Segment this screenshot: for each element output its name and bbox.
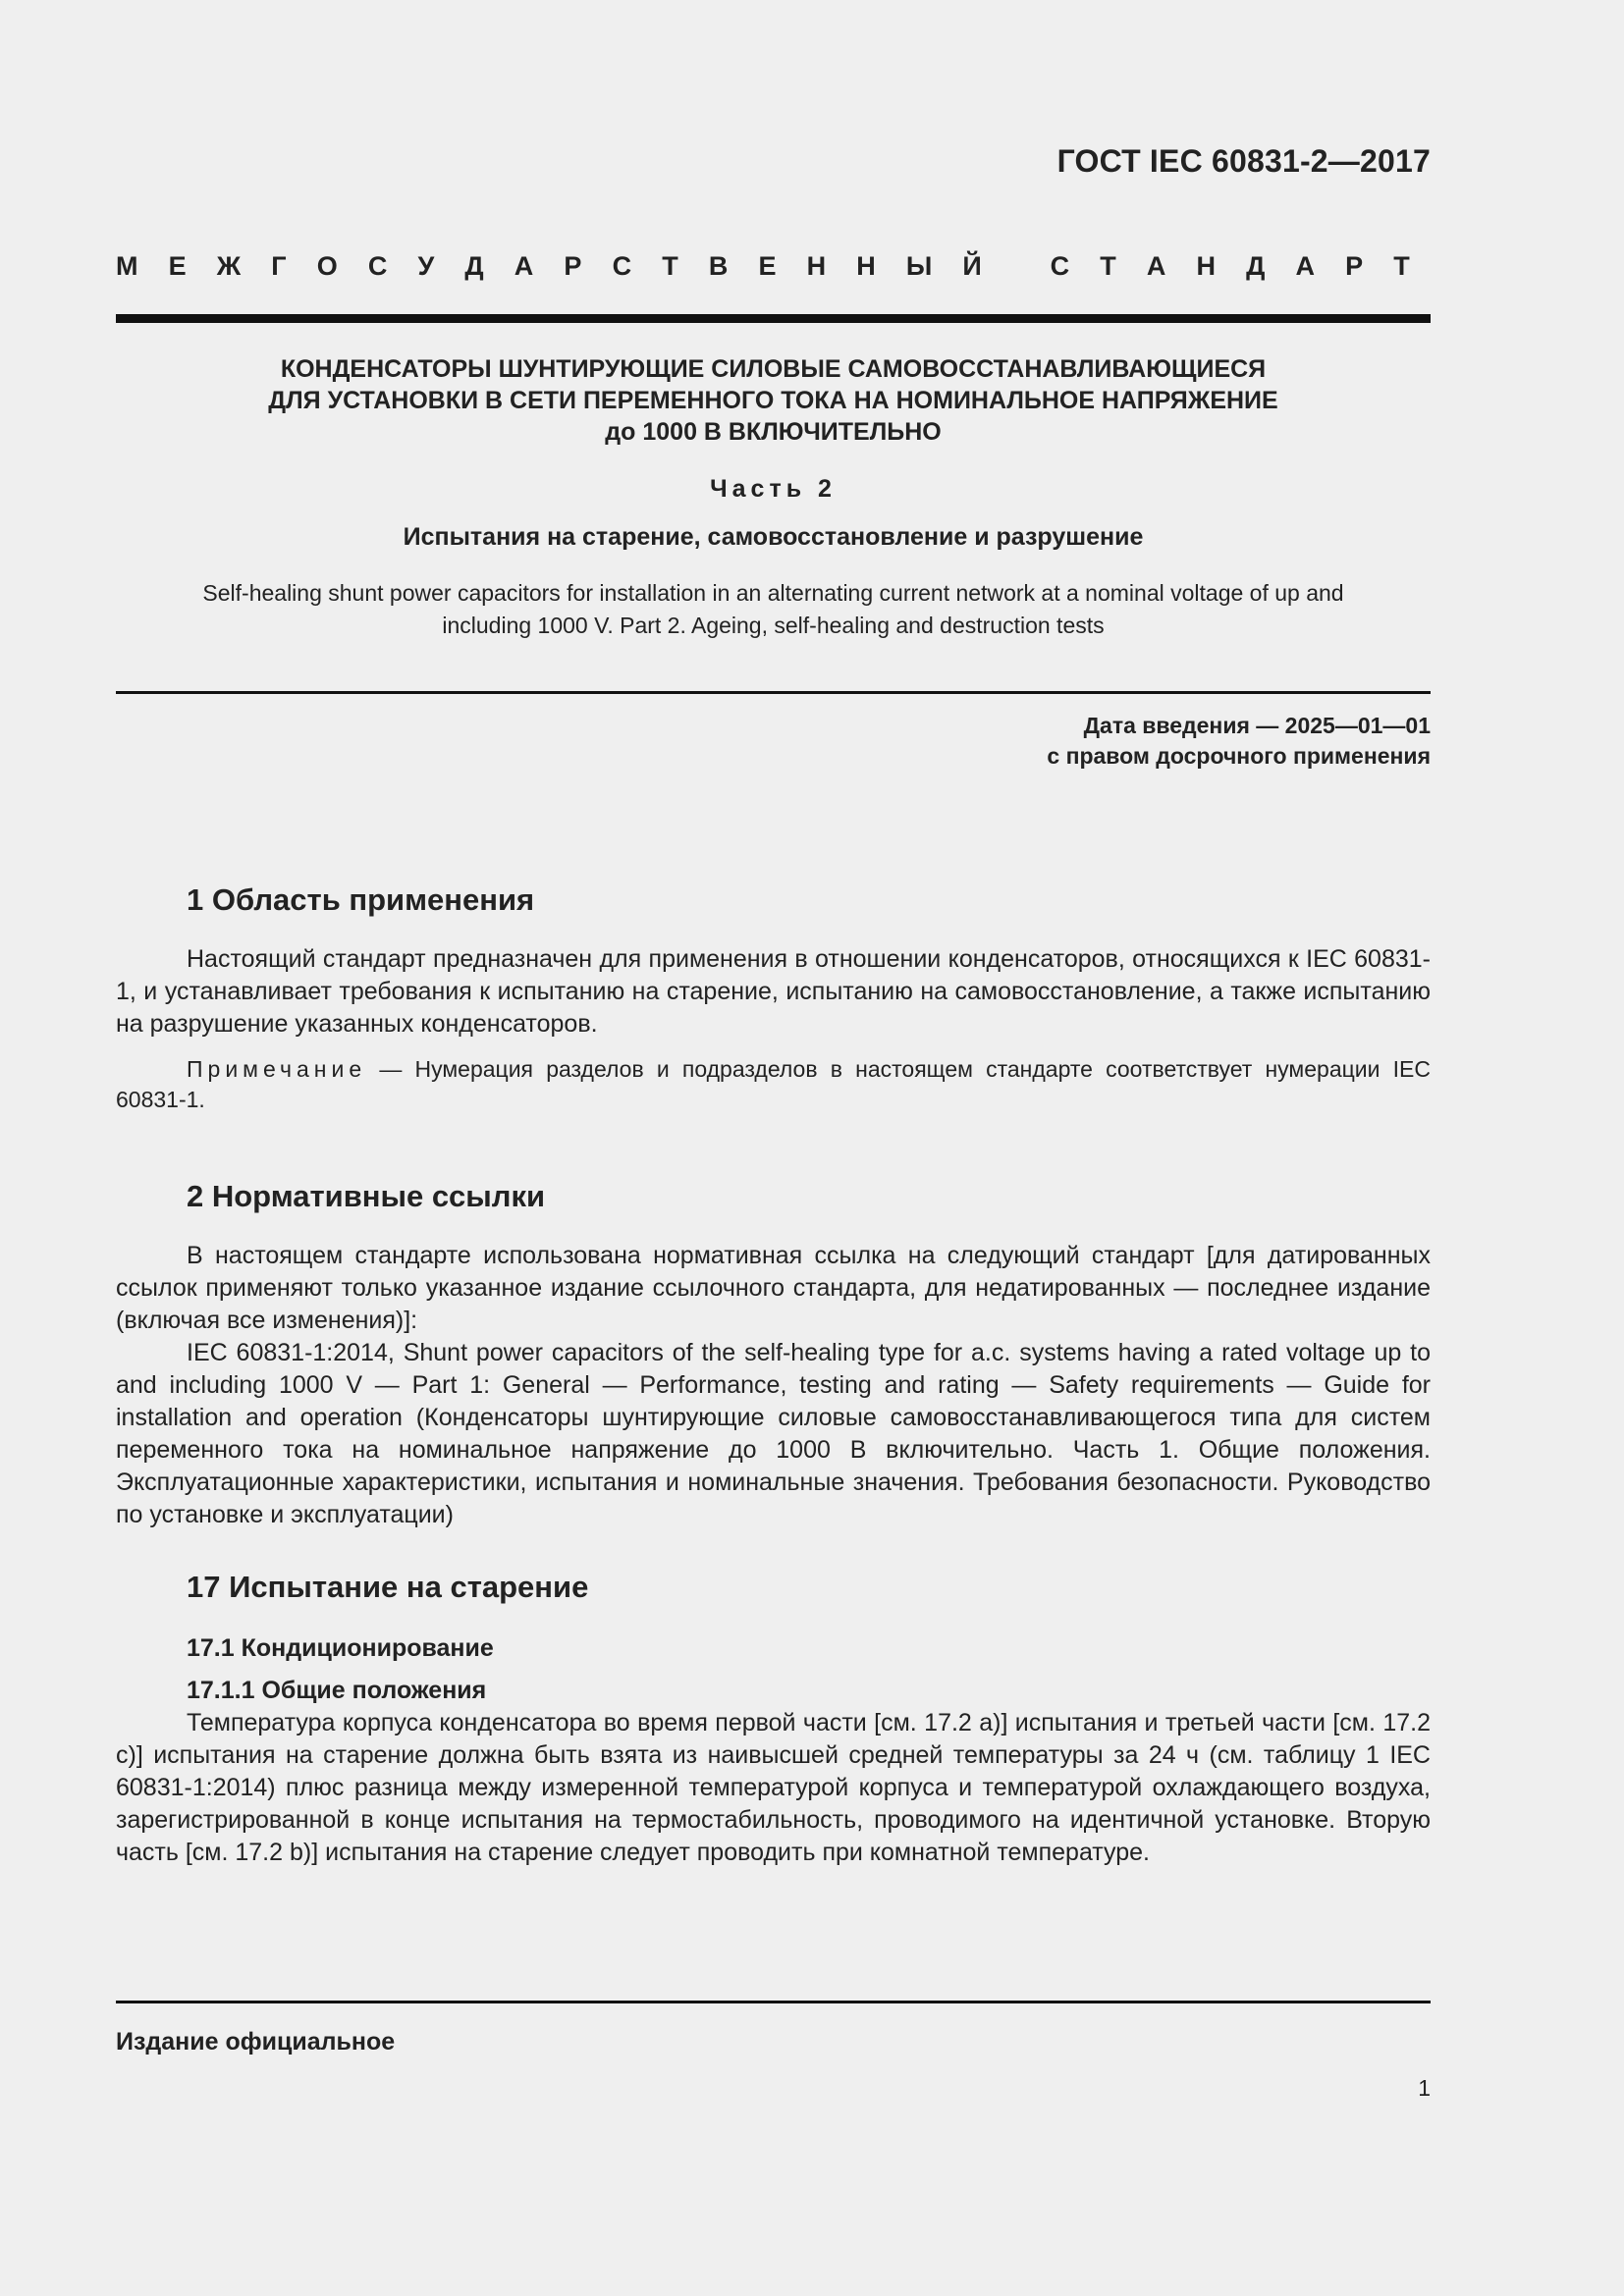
standard-type-letter: Е (758, 251, 797, 281)
standard-type-letter: Р (1345, 251, 1384, 281)
document-code: ГОСТ IEC 60831-2—2017 (1056, 143, 1431, 179)
standard-type-letter: Т (1100, 251, 1137, 281)
note-label: Примечание (187, 1056, 367, 1082)
english-title (116, 577, 1431, 642)
introduction-date-line-2: с правом досрочного применения (1047, 743, 1431, 769)
section-2-paragraph-2: IEC 60831-1:2014, Shunt power capacitors of the self-healing type for a.c. systems having a rated voltage up to and including 1000 V — Part 1: General — Performance, testing and rating — Safety requirements — Guide for installation and operation (Конденсаторы шунтирующие силовые самовосстанавливающегося типа для систем переменного тока на номинальное напряжение до 1000 В включительно. Часть 1. Общие положения. Эксплуатационные характеристики, испытания и номинальные значения. Требования безопасности. Руководство по установке и эксплуатации) (116, 1339, 1431, 1528)
standard-type-letter: М (116, 251, 159, 281)
standard-type-letter: Т (1393, 251, 1431, 281)
standard-type-letter: Й (962, 251, 1002, 281)
edition-label: Издание официальное (116, 2028, 396, 2056)
standard-type-letter: Н (1196, 251, 1236, 281)
section-1-paragraph: Настоящий стандарт предназначен для применения в отношении конденсаторов, относящихся к IEC 60831-1, и устанавливает требования к испытанию на старение, испытанию на самовосстановление, а также испытанию на разрушение указанных конденсаторов. (116, 945, 1431, 1038)
section-2-paragraph-1: В настоящем стандарте использована нормативная ссылка на следующий стандарт [для датированных ссылок применяют только указанное издание ссылочного стандарта, для недатированных — последнее издание (включая все изменения)]: (116, 1242, 1431, 1334)
english-title-line-1: Self-healing shunt power capacitors for installation in an alternating current network at a nominal voltage of up and (202, 580, 1344, 606)
title-line-3: до 1000 В ВКЛЮЧИТЕЛЬНО (605, 418, 942, 446)
standard-type-letter: У (417, 251, 456, 281)
standard-type-letter: С (1050, 251, 1091, 281)
title-block (116, 353, 1431, 642)
standard-type-letter: А (514, 251, 555, 281)
title-line-1: КОНДЕНСАТОРЫ ШУНТИРУЮЩИЕ СИЛОВЫЕ САМОВОССТАНАВЛИВАЮЩИЕСЯ (280, 355, 1267, 383)
note-text: — Нумерация разделов и подразделов в настоящем стандарте соответствует нумерации IEC 60831-1. (116, 1056, 1431, 1112)
standard-type-letter: О (316, 251, 358, 281)
section-1-note (116, 1054, 1431, 1115)
section-2-heading: 2 Нормативные ссылки (187, 1179, 546, 1213)
section-1-heading: 1 Область применения (187, 882, 535, 917)
standard-type-letter: Ж (216, 251, 262, 281)
section-17-1-1-heading: 17.1.1 Общие положения (187, 1677, 487, 1704)
introduction-date-line-1: Дата введения — 2025—01—01 (1083, 713, 1431, 738)
document-title (116, 353, 1431, 448)
document-subtitle: Испытания на старение, самовосстановление и разрушение (403, 523, 1144, 551)
standard-type-letter: Д (1246, 251, 1286, 281)
standard-type-letter: Н (856, 251, 896, 281)
standard-type-letter: Е (168, 251, 207, 281)
document-body (116, 883, 1431, 1869)
standard-type-gap (1012, 251, 1041, 282)
standard-type-label (116, 251, 1431, 282)
standard-type-letter: Г (271, 251, 307, 281)
header-rule (116, 314, 1431, 323)
standard-type-letter: С (367, 251, 408, 281)
section-17-heading: 17 Испытание на старение (187, 1570, 589, 1604)
standard-type-letter: Ы (905, 251, 953, 281)
standard-type-letter: В (708, 251, 749, 281)
standard-type-letter: А (1146, 251, 1187, 281)
title-line-2: ДЛЯ УСТАНОВКИ В СЕТИ ПЕРЕМЕННОГО ТОКА НА НОМИНАЛЬНОЕ НАПРЯЖЕНИЕ (268, 387, 1278, 414)
standard-type-letter: Т (662, 251, 699, 281)
page-number: 1 (1418, 2075, 1431, 2101)
title-rule (116, 691, 1431, 694)
part-label: Часть 2 (710, 475, 837, 503)
introduction-date (1047, 711, 1431, 772)
standard-type-letter: Д (464, 251, 505, 281)
footer-rule (116, 2001, 1431, 2003)
standard-type-letter: Р (564, 251, 603, 281)
section-17-1-heading: 17.1 Кондиционирование (187, 1634, 494, 1662)
standard-type-letter: Н (806, 251, 847, 281)
english-title-line-2: including 1000 V. Part 2. Ageing, self-healing and destruction tests (442, 613, 1105, 638)
section-17-1-1-paragraph: Температура корпуса конденсатора во время первой части [см. 17.2 а)] испытания и третьей части [см. 17.2 с)] испытания на старение должна быть взята из наивысшей средней температуры за 24 ч (см. таблицу 1 IEC 60831-1:2014) плюс разница между измеренной температурой корпуса и температурой охлаждающего воздуха, зарегистрированной в конце испытания на термостабильность, проводимого на идентичной установке. Вторую часть [см. 17.2 b)] испытания на старение следует проводить при комнатной температуре. (116, 1709, 1431, 1866)
standard-type-letter: С (612, 251, 653, 281)
standard-type-letter: А (1295, 251, 1335, 281)
